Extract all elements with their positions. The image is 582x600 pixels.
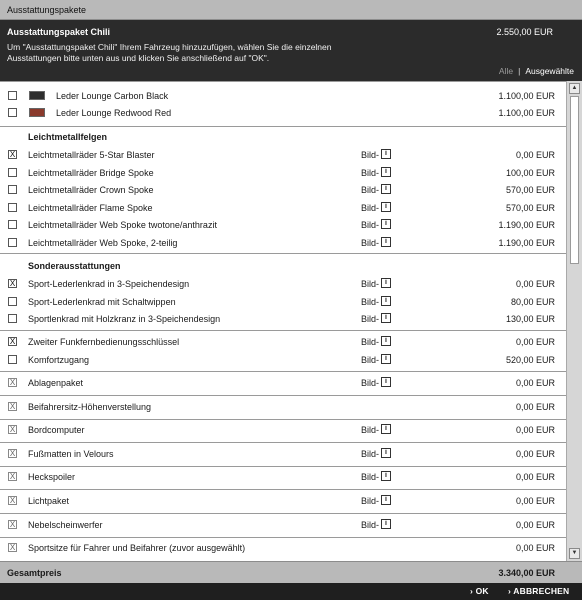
window-title: Ausstattungspakete xyxy=(7,5,87,15)
bild-link[interactable]: Bild- xyxy=(361,220,380,230)
filter-links xyxy=(499,66,574,76)
scroll-down-icon[interactable]: ▼ xyxy=(569,548,580,559)
item-price: 1.100,00 EUR xyxy=(498,91,555,101)
item-label: Ablagenpaket xyxy=(28,378,84,388)
item-label: Leichtmetallräder 5-Star Blaster xyxy=(28,150,155,160)
info-icon[interactable]: i xyxy=(381,354,391,364)
item-price: 0,00 EUR xyxy=(515,378,555,388)
list-item[interactable] xyxy=(0,517,566,534)
item-label: Zweiter Funkfernbedienungsschlüssel xyxy=(28,337,180,347)
list-item[interactable] xyxy=(0,182,566,199)
item-label: Fußmatten in Velours xyxy=(28,448,114,459)
item-label: Leichtmetallräder Bridge Spoke xyxy=(28,167,154,178)
bild-link[interactable]: Bild- xyxy=(361,202,380,213)
list-item[interactable] xyxy=(0,105,566,122)
item-price: 130,00 EUR xyxy=(505,314,555,324)
fixed-checkbox: X xyxy=(9,472,16,482)
cancel-button[interactable]: › ABBRECHEN xyxy=(508,586,570,596)
item-label: Sportsitze für Fahrer und Beifahrer (zuvor ausgewählt) xyxy=(28,543,246,554)
item-label: Lichtpaket xyxy=(28,496,70,506)
list-item[interactable] xyxy=(0,540,566,557)
checkbox[interactable]: X xyxy=(9,279,16,288)
item-price: 520,00 EUR xyxy=(505,354,555,365)
item-price: 570,00 EUR xyxy=(505,202,555,213)
list-item[interactable] xyxy=(0,294,566,311)
checkbox[interactable]: X xyxy=(9,150,16,159)
item-price: 0,00 EUR xyxy=(515,519,555,530)
divider xyxy=(0,466,566,467)
scroll-thumb[interactable] xyxy=(570,96,579,264)
info-icon[interactable]: i xyxy=(381,336,391,346)
info-icon[interactable]: i xyxy=(381,296,391,306)
info-icon[interactable]: i xyxy=(381,313,391,323)
checkbox[interactable] xyxy=(8,314,17,323)
item-price: 0,00 EUR xyxy=(515,448,555,459)
bild-link[interactable]: Bild- xyxy=(361,448,380,459)
divider xyxy=(0,253,566,254)
info-icon[interactable]: i xyxy=(381,184,391,194)
bild-link[interactable]: Bild- xyxy=(361,150,380,160)
filter-all-link[interactable]: Alle xyxy=(498,66,514,76)
info-icon[interactable]: i xyxy=(381,471,391,481)
item-label: Leder Lounge Redwood Red xyxy=(56,108,172,118)
checkbox[interactable] xyxy=(8,220,17,229)
divider xyxy=(0,81,566,82)
vertical-scrollbar[interactable] xyxy=(566,81,582,561)
list-item[interactable] xyxy=(0,311,566,328)
total-label: Gesamtpreis xyxy=(7,568,62,578)
bild-link[interactable]: Bild- xyxy=(361,296,380,307)
item-price: 1.190,00 EUR xyxy=(498,237,555,248)
item-price: 0,00 EUR xyxy=(515,543,555,554)
list-item[interactable] xyxy=(0,88,566,105)
fixed-checkbox: X xyxy=(9,519,16,529)
action-bar xyxy=(0,583,582,600)
package-price: 2.550,00 EUR xyxy=(496,27,553,37)
list-item[interactable] xyxy=(0,334,566,351)
total-value: 3.340,00 EUR xyxy=(498,568,555,578)
list-item[interactable] xyxy=(0,446,566,463)
bild-link[interactable]: Bild- xyxy=(361,519,380,530)
package-name: Ausstattungspaket Chili xyxy=(7,27,111,37)
list-item[interactable] xyxy=(0,165,566,182)
item-label: Leichtmetallräder Crown Spoke xyxy=(28,185,154,195)
ok-button[interactable]: › OK xyxy=(470,586,489,596)
info-icon[interactable]: i xyxy=(381,219,391,229)
fixed-checkbox: X xyxy=(9,543,16,553)
item-price: 1.100,00 EUR xyxy=(498,108,555,118)
info-icon[interactable]: i xyxy=(381,202,391,212)
bild-link[interactable]: Bild- xyxy=(361,167,380,178)
bild-link[interactable]: Bild- xyxy=(361,279,380,289)
checkbox[interactable] xyxy=(8,297,17,306)
scroll-up-icon[interactable]: ▲ xyxy=(569,83,580,94)
item-price: 0,00 EUR xyxy=(515,337,555,347)
item-price: 0,00 EUR xyxy=(515,150,555,160)
fixed-checkbox: X xyxy=(9,378,16,387)
checkbox[interactable]: X xyxy=(9,337,16,346)
divider xyxy=(0,513,566,514)
equipment-list xyxy=(0,81,566,561)
color-swatch xyxy=(29,91,45,100)
fixed-checkbox: X xyxy=(9,496,16,505)
item-price: 80,00 EUR xyxy=(510,296,555,307)
info-icon[interactable]: i xyxy=(381,448,391,458)
package-header xyxy=(0,20,582,81)
info-icon[interactable]: i xyxy=(381,424,391,434)
bild-link[interactable]: Bild- xyxy=(361,185,380,195)
list-item[interactable] xyxy=(0,352,566,369)
bild-link[interactable]: Bild- xyxy=(361,237,380,248)
item-label: Sportlenkrad mit Holzkranz in 3-Speichendesign xyxy=(28,314,221,324)
divider xyxy=(0,419,566,420)
filter-selected-link[interactable]: Ausgewählte xyxy=(525,66,574,76)
item-label: Leichtmetallräder Web Spoke, 2-teilig xyxy=(28,237,178,248)
item-price: 0,00 EUR xyxy=(515,496,555,506)
checkbox[interactable] xyxy=(8,91,17,100)
list-item[interactable] xyxy=(0,422,566,439)
item-price: 570,00 EUR xyxy=(505,185,555,195)
bild-link[interactable]: Bild- xyxy=(361,314,380,324)
color-swatch xyxy=(29,108,45,117)
list-item[interactable] xyxy=(0,493,566,510)
item-price: 0,00 EUR xyxy=(515,425,555,436)
checkbox[interactable] xyxy=(8,203,17,212)
total-bar xyxy=(0,561,582,583)
checkbox[interactable] xyxy=(8,238,17,247)
list-item[interactable] xyxy=(0,469,566,486)
info-icon[interactable]: i xyxy=(381,377,391,387)
section-title-rims: Leichtmetallfelgen xyxy=(28,132,108,142)
bild-link[interactable]: Bild- xyxy=(361,337,380,347)
list-item[interactable] xyxy=(0,200,566,217)
item-label: Leichtmetallräder Web Spoke twotone/anthrazit xyxy=(28,220,217,230)
info-icon[interactable]: i xyxy=(381,167,391,177)
item-label: Sport-Lederlenkrad mit Schaltwippen xyxy=(28,296,176,307)
item-label: Beifahrersitz-Höhenverstellung xyxy=(28,401,152,412)
item-label: Heckspoiler xyxy=(28,472,76,483)
divider xyxy=(0,537,566,538)
list-item[interactable] xyxy=(0,399,566,416)
bild-link[interactable]: Bild- xyxy=(361,472,380,483)
fixed-checkbox: X xyxy=(9,425,16,435)
divider xyxy=(0,442,566,443)
item-price: 0,00 EUR xyxy=(515,472,555,483)
item-label: Sport-Lederlenkrad in 3-Speichendesign xyxy=(28,279,190,289)
section-title-special: Sonderausstattungen xyxy=(28,261,121,271)
item-price: 0,00 EUR xyxy=(515,279,555,289)
fixed-checkbox: X xyxy=(9,448,16,458)
item-price: 0,00 EUR xyxy=(515,401,555,412)
list-item[interactable] xyxy=(0,235,566,252)
checkbox[interactable] xyxy=(8,355,17,364)
info-icon[interactable]: i xyxy=(381,519,391,529)
divider xyxy=(0,395,566,396)
checkbox[interactable] xyxy=(8,185,17,194)
divider xyxy=(0,371,566,372)
info-icon[interactable]: i xyxy=(381,149,391,159)
bild-link[interactable]: Bild- xyxy=(361,354,380,365)
checkbox[interactable] xyxy=(8,168,17,177)
fixed-checkbox: X xyxy=(9,401,16,411)
divider xyxy=(0,126,566,127)
info-icon[interactable]: i xyxy=(381,237,391,247)
item-label: Leder Lounge Carbon Black xyxy=(56,91,169,101)
divider xyxy=(0,330,566,331)
window-titlebar xyxy=(0,0,582,20)
list-item[interactable] xyxy=(0,276,566,293)
list-item[interactable] xyxy=(0,217,566,234)
filter-separator: | xyxy=(518,66,521,76)
item-price: 1.190,00 EUR xyxy=(498,220,555,230)
item-label: Nebelscheinwerfer xyxy=(28,519,103,530)
list-item[interactable] xyxy=(0,375,566,392)
bild-link[interactable]: Bild- xyxy=(361,378,380,388)
list-item[interactable] xyxy=(0,147,566,164)
item-label: Bordcomputer xyxy=(28,425,85,436)
item-price: 100,00 EUR xyxy=(505,167,555,178)
item-label: Leichtmetallräder Flame Spoke xyxy=(28,202,153,213)
bild-link[interactable]: Bild- xyxy=(361,425,380,436)
bild-link[interactable]: Bild- xyxy=(361,496,380,506)
info-icon[interactable]: i xyxy=(381,278,391,288)
checkbox[interactable] xyxy=(8,108,17,117)
package-description: Um "Ausstattungspaket Chili" Ihrem Fahrzeug hinzuzufügen, wählen Sie die einzelnen Ausstattungen bitte unten aus und klicken Sie anschließend auf "OK". xyxy=(7,42,332,63)
divider xyxy=(0,489,566,490)
info-icon[interactable]: i xyxy=(381,495,391,505)
item-label: Komfortzugang xyxy=(28,354,90,365)
